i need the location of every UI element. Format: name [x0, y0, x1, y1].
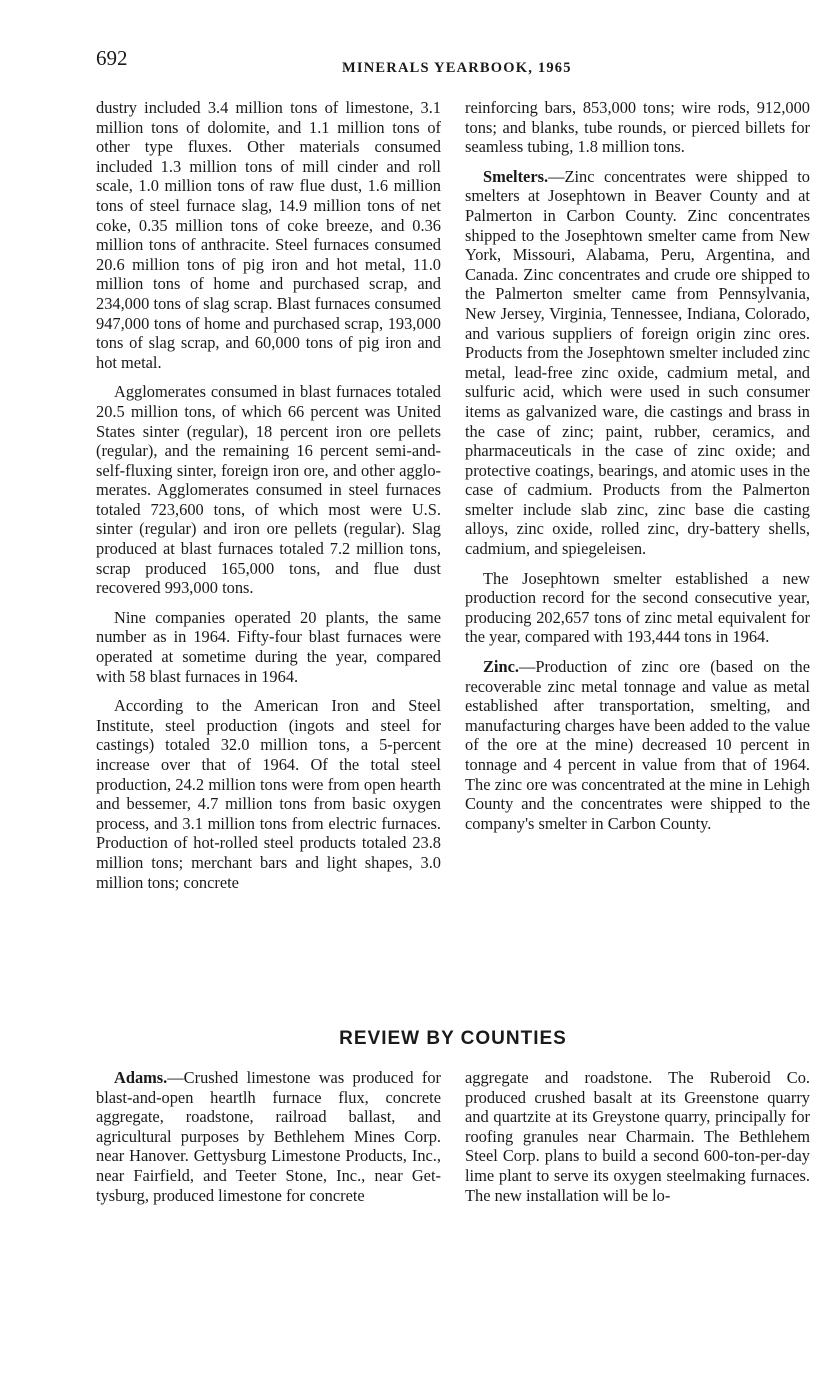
right-column-bottom: [465, 1068, 810, 1215]
page-number: 692: [96, 46, 128, 70]
smelters-text: —Zinc concentrates were shipped to smelters at Josephtown in Beaver County and at Palmerton in Carbon County. Zinc concentrates shipped to the Josephtown smelter came from New York, Missouri, Alabama, Peru, Argentina, and Canada. Zinc concentrates and crude ore shipped to the Palmerton smelter came from Pennsylvania, New Jersey, Virginia, Tennessee, Indiana, Colorado, and various suppliers of foreign origin zinc ores. Products from the Josephtown smelter included zinc metal, lead-free zinc oxide, cadmium metal, and sulfuric acid, which were used in such consumer items as galvanized ware, die castings and brass in the case of zinc; paint, rubber, ceramics, and pharmaceuticals in the case of zinc oxide; and protective coatings, bearings, and atomic uses in the case of cadmium. Products from the Palmerton smelter include slab zinc, zinc base die casting alloys, zinc oxide, rolled zinc, dry-battery shells, cadmium, and spiegeleisen.: [465, 166, 810, 559]
adams-run-in-heading: Adams.: [114, 1068, 168, 1087]
paragraph-smelters: [465, 167, 810, 559]
section-heading-review-by-counties: REVIEW BY COUNTIES: [339, 1028, 567, 1049]
paragraph-plants: Nine companies operated 20 plants, the same number as in 1964. Fifty-four blast furnaces were operated at sometime during the year, compared with 58 blast furnaces in 1964.: [96, 607, 441, 686]
paragraph-flux-materials: dustry included 3.4 million tons of limestone, 3.1 million tons of dolomite, and 1.1 million tons of other type fluxes. Other materials consumed included 1.3 million tons of mill cinder and roll scale, 1.0 million tons of raw flue dust, 1.6 million tons of steel furnace slag, 14.9 million tons of net coke, 0.35 million tons of coke breeze, and 0.36 million tons of anthracite. Steel furnaces consumed 20.6 million tons of pig iron and hot metal, 11.0 million tons of home and purchased scrap, and 234,000 tons of slag scrap. Blast furnaces consumed 947,000 tons of home and purchased scrap, 193,000 tons of slag scrap, and 60,000 tons of pig iron and hot metal.: [96, 98, 441, 372]
zinc-run-in-heading: Zinc.: [483, 657, 519, 677]
paragraph-zinc: [465, 657, 810, 833]
left-column-top: [96, 98, 441, 902]
paragraph-agglomerates: Agglomerates consumed in blast furnaces totaled 20.5 million tons, of which 66 percent was United States sinter (regular), 18 percent iron ore pellets (regular), and the remaining 16 percent semi-and-self-fluxing sinter, foreign iron ore, and other agglomerates. Agglomerates consumed in steel furnaces totaled 723,600 tons, of which most were U.S. sinter (regular) and iron ore pellets (regular). Slag produced at blast furnaces totaled 7.2 million tons, scrap produced 165,000 tons, and flue dust recovered 993,000 tons.: [96, 382, 441, 598]
zinc-text: —Production of zinc ore (based on the recoverable zinc metal tonnage and value as metal established after transportation, smelting, and manufacturing charges have been added to the value of the ore at the mine) decreased 10 percent in tonnage and 4 percent in value from that of 1964. The zinc ore was concentrated at the mine in Lehigh County and the concentrates were shipped to the company's smelter in Carbon County.: [465, 657, 810, 833]
adams-text: —Crushed limestone was produced for blast-and-open heartlh furnace flux, concrete aggregate, roadstone, railroad ballast, and agricultural purposes by Bethlehem Mines Corp. near Hanover. Gettysburg Limestone Products, Inc., near Fairfield, and Teeter Stone, Inc., near Gettysburg, produced limestone for concrete: [96, 1068, 441, 1205]
running-title: MINERALS YEARBOOK, 1965: [342, 60, 572, 76]
paragraph-josephtown-record: The Josephtown smelter established a new production record for the second consecutive year, producing 202,657 tons of zinc metal equivalent for the year, compared with 193,444 tons in 1964.: [465, 568, 810, 647]
right-column-top: [465, 98, 810, 843]
page-header: [96, 46, 810, 86]
paragraph-rolled-products: reinforcing bars, 853,000 tons; wire rods, 912,000 tons; and blanks, tube rounds, or pierced billets for seamless tubing, 1.8 million tons.: [465, 98, 810, 157]
paragraph-adams-continued: aggregate and roadstone. The Ruberoid Co. produced crushed basalt at its Greenstone quarry and quartzite at its Greystone quarry, principally for roofing granules near Charmain. The Bethlehem Steel Corp. plans to build a second 600-ton-per-day lime plant to serve its oxygen steelmaking furnaces. The new installation will be lo-: [465, 1068, 810, 1205]
paragraph-steel-production: According to the American Iron and Steel Institute, steel production (ingots and steel for castings) totaled 32.0 million tons, a 5-percent increase over that of 1964. Of the total steel production, 24.2 million tons were from open hearth and bessemer, 4.7 million tons from basic oxygen process, and 3.1 million tons from electric furnaces. Production of hot-rolled steel products totaled 23.8 million tons; merchant bars and light shapes, 3.0 million tons; concrete: [96, 696, 441, 892]
paragraph-adams: [96, 1068, 441, 1205]
left-column-bottom: [96, 1068, 441, 1215]
smelters-run-in-heading: Smelters.: [483, 166, 549, 186]
